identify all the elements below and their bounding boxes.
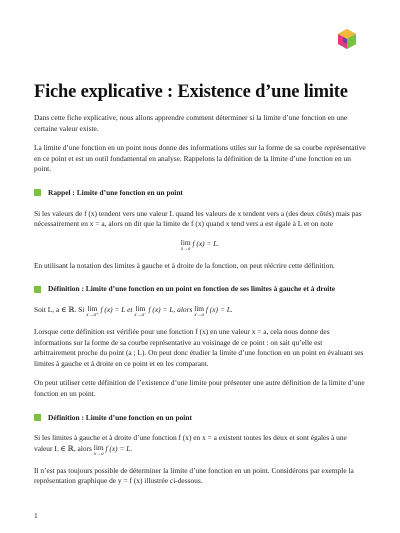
limit-formula <box>34 239 366 252</box>
section-heading-text: Rappel : Limite d’une fonction en un point <box>48 187 183 197</box>
green-square-icon <box>34 189 41 196</box>
page-title: Fiche explicative : Existence d’une limite <box>34 82 348 102</box>
intro-paragraph: Dans cette fiche explicative, nous allons apprendre comment déterminer si la limite d’une fonction en une certaine valeur existe. <box>34 113 348 133</box>
section-heading-definition-2 <box>34 413 366 424</box>
definition-text: Si les limites à gauche et à droite d’une fonction f (x) en x = a existent toutes les deux et sont égales à une valeur L ∈ ℝ, alors lim x→a f (x) = L. <box>34 433 347 457</box>
section-heading-definition-1 <box>34 284 366 295</box>
limit-operator: lim x→a <box>180 237 191 252</box>
section-heading-rappel <box>34 188 366 199</box>
formula-expression: f (x) = L. <box>192 238 220 248</box>
section-heading-text: Définition : Limite d’une fonction en un point <box>48 412 192 422</box>
green-square-icon <box>34 286 41 293</box>
paragraph: En utilisant la notation des limites à gauche et à droite de la fonction, on peut réécrire cette définition. <box>34 260 335 270</box>
paragraph: Lorsque cette définition est vérifiée pour une fonction f (x) en une valeur x = a, cela nous donne des informations sur la forme de sa courbe représentative au voisinage de ce point : on sait qu’elle est arbitrairement proche du point (a ; L). On peut donc étudier la limite d’une fonction en un point en évaluant ses limites à gauche et à droite en ce point et en les comparant. <box>34 326 364 368</box>
paragraph: Il n’est pas toujours possible de déterminer la limite d’une fonction en un point. Considérons par exemple la représentation graphique de y = f (x) illustrée ci-dessous. <box>34 465 354 486</box>
limit-operator: lim x→a <box>194 303 205 318</box>
limit-operator: lim x→a⁺ <box>86 303 99 318</box>
brand-logo-icon <box>336 28 358 50</box>
limit-operator: lim x→a <box>93 442 104 457</box>
paragraph: On peut utiliser cette définition de l’existence d’une limite pour présenter une autre définition de la limite d’une fonction en un point. <box>34 378 365 398</box>
definition-text: Si les valeurs de f (x) tendent vers une valeur L quand les valeurs de x tendent vers a (des deux côtés) mais pas nécessairement en x = a, alors on dit que la limite de f (x) quand x tend vers a est égale à L et on note <box>34 208 362 229</box>
limit-operator: lim x→a⁻ <box>134 303 147 318</box>
paragraph: La limite d’une fonction en un point nous donne des informations utiles sur la forme de sa courbe représentative en ce point et est un outil fondamental en analyse. Rappelons la définition de la limite d’une fonction en un point. <box>34 143 366 174</box>
section-heading-text: Définition : Limite d’une fonction en un point en fonction de ses limites à gauche et à droite <box>48 284 336 294</box>
definition-text: Soit L, a ∈ ℝ. Si lim x→a⁺ f (x) = L et lim x→a⁻ f (x) = L, alors lim x→a f (x) = L. <box>34 303 233 318</box>
green-square-icon <box>34 414 41 421</box>
document-body <box>34 113 366 496</box>
page-number: 1 <box>34 511 38 520</box>
